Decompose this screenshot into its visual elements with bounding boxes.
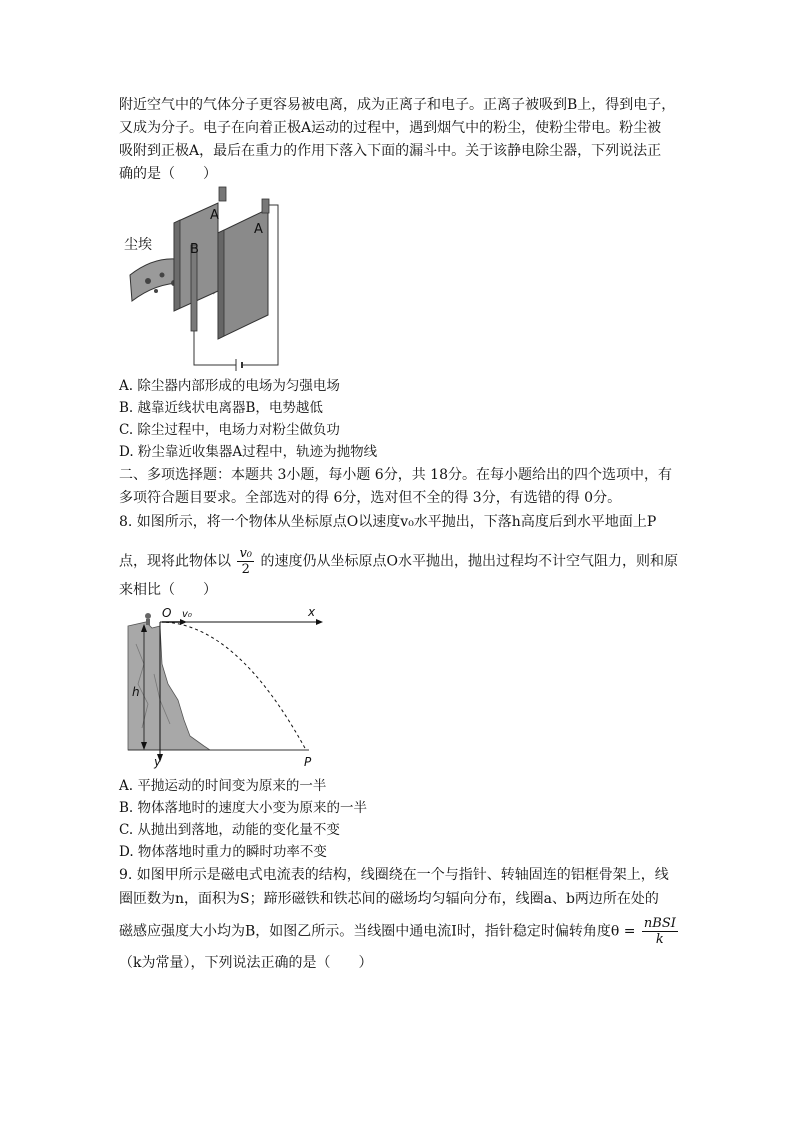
y-axis-label: y — [154, 755, 162, 769]
q8-line2 — [119, 546, 678, 577]
q7-option-c: C. 除尘过程中，电场力对粉尘做负功 — [119, 422, 340, 438]
q9-line3-text: 磁感应强度大小均为B，如图乙所示。当线圈中通电流I时，指针稳定时偏转角度θ = — [119, 923, 636, 940]
x-axis-label: x — [308, 605, 316, 619]
q8-line2-pre: 点，现将此物体以 — [119, 553, 231, 570]
q9-frac-den: k — [655, 932, 664, 947]
p-label: P — [304, 755, 312, 769]
q8-option-a: A. 平抛运动的时间变为原来的一半 — [119, 778, 327, 794]
section-instructions: 多项符合题目要求。全部选对的得 6分，选对但不全的得 3分，有选错的得 0分。 — [119, 490, 622, 506]
dust-label: 尘埃 — [124, 237, 152, 253]
label-a-front: A — [254, 222, 263, 237]
q8-line3: 来相比（ ） — [119, 582, 217, 598]
q7-stem — [119, 94, 679, 186]
v0-label: v₀ — [182, 609, 192, 620]
q8-option-b: B. 物体落地时的速度大小变为原来的一半 — [119, 800, 368, 816]
wire-electrode-b — [191, 245, 197, 331]
q8-fraction — [237, 546, 254, 577]
section-heading: 二、多项选择题：本题共 3小题，每小题 6分，共 18分。在每小题给出的四个选项中，有 — [119, 467, 672, 483]
label-b: B — [190, 242, 199, 257]
label-a-back: A — [210, 208, 219, 223]
q7-stem-line: 吸附到正极A，最后在重力的作用下落入下面的漏斗中。关于该静电除尘器，下列说法正 — [119, 143, 662, 159]
origin-label: O — [162, 606, 172, 620]
q8-frac-num: v₀ — [239, 546, 253, 561]
precipitator-figure — [118, 183, 288, 373]
q8-option-c: C. 从抛出到落地，动能的变化量不变 — [119, 822, 340, 838]
q8-line2-post: 的速度仍从坐标原点O水平抛出，抛出过程均不计空气阻力，则和原 — [260, 553, 678, 570]
circuit-wire — [194, 331, 236, 365]
q9-frac-num: nBSI — [643, 916, 676, 931]
q7-stem-line: 又成为分子。电子在向着正极A运动的过程中，遇到烟气中的粉尘，使粉尘带电。粉尘被 — [119, 120, 662, 136]
q8-line1: 8. 如图所示，将一个物体从坐标原点O以速度v₀水平抛出，下落h高度后到水平地面上P — [119, 514, 657, 530]
q7-stem-line: 附近空气中的气体分子更容易被电离，成为正离子和电子。正离子被吸到B上，得到电子， — [119, 97, 676, 113]
h-label: h — [132, 685, 140, 699]
q8-frac-den: 2 — [241, 562, 250, 577]
q9-line1: 9. 如图甲所示是磁电式电流表的结构，线圈绕在一个与指针、转轴固连的铝框骨架上，线 — [119, 867, 669, 883]
q9-line3 — [119, 916, 678, 947]
q7-option-a: A. 除尘器内部形成的电场为匀强电场 — [119, 378, 340, 394]
q8-option-d: D. 物体落地时重力的瞬时功率不变 — [119, 844, 327, 860]
q7-stem-line: 确的是（ ） — [119, 166, 217, 182]
q7-option-d: D. 粉尘靠近收集器A过程中，轨迹为抛物线 — [119, 444, 378, 460]
q9-fraction — [642, 916, 678, 947]
q9-line2: 圈匝数为n，面积为S；蹄形磁铁和铁芯间的磁场均匀辐向分布，线圈a、b两边所在处的 — [119, 891, 659, 907]
q7-option-b: B. 越靠近线状电离器B，电势越低 — [119, 400, 323, 416]
projectile-figure — [124, 604, 324, 770]
q9-line4: （k为常量），下列说法正确的是（ ） — [119, 955, 373, 971]
cliff — [128, 622, 210, 750]
